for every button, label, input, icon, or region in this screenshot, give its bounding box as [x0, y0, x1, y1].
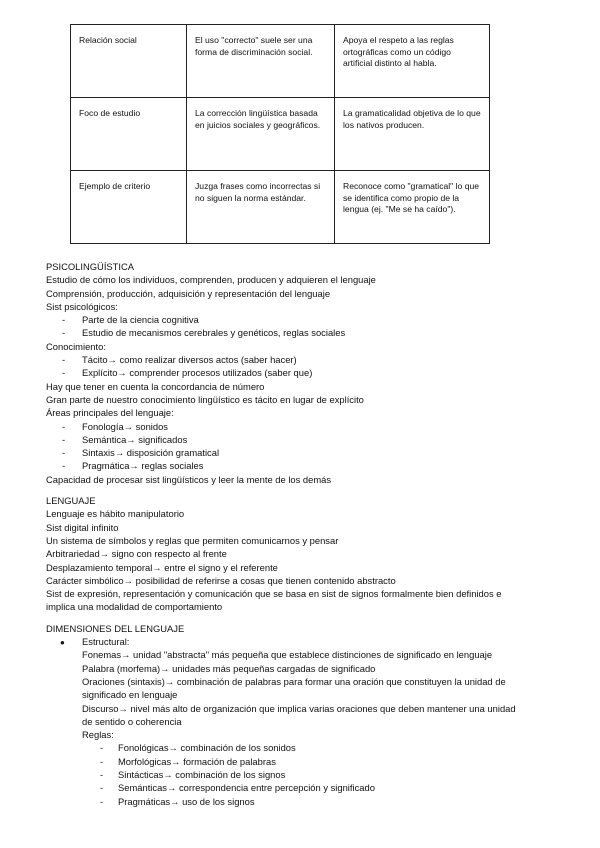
text-line: Discurso→ nivel más alto de organización que implica varias oraciones que deben mantener una unidad: [82, 702, 516, 714]
text-line: Lenguaje es hábito manipulatorio: [46, 508, 185, 520]
section-heading-psicolinguistica: PSICOLINGÜÍSTICA: [46, 261, 135, 272]
text-line: Fonemas→ unidad "abstracta" más pequeña que establece distinciones de significado en lenguaje: [82, 649, 493, 661]
text-line: Arbitrariedad→ signo con respecto al frente: [46, 548, 227, 560]
bullet-icon: ●: [60, 638, 65, 648]
text-line: Oraciones (sintaxis)→ combinación de palabras para formar una oración que constituyen la unidad de: [82, 675, 506, 687]
table-row: [71, 98, 490, 171]
list-item: - Estudio de mecanismos cerebrales y genéticos, reglas sociales: [62, 327, 346, 339]
text-line: Estudio de cómo los individuos, comprenden, producen y adquieren el lenguaje: [46, 274, 376, 286]
list-item: - Pragmáticas→ uso de los signos: [100, 795, 255, 807]
section-heading-lenguaje: LENGUAJE: [46, 495, 96, 507]
table-cell: La corrección lingüística basada en juicios sociales y geográficos.: [187, 98, 335, 171]
text-line: Hay que tener en cuenta la concordancia de número: [46, 380, 265, 392]
text-line: Sist de expresión, representación y comunicación que se basa en sist de signos formalmente bien definidos e: [46, 588, 502, 600]
list-item: - Parte de la ciencia cognitiva: [62, 314, 199, 326]
bullet-item: ● Estructural:: [46, 635, 576, 648]
text-line: Desplazamiento temporal→ entre el signo y el referente: [46, 561, 278, 573]
table-cell: Foco de estudio: [71, 98, 187, 171]
table-cell: La gramaticalidad objetiva de lo que los nativos producen.: [335, 98, 490, 171]
table-cell: Juzga frases como incorrectas si no siguen la norma estándar.: [187, 171, 335, 244]
list-item: - Semántica→ significados: [62, 433, 188, 445]
list-item: - Fonológicas→ combinación de los sonidos: [100, 742, 296, 754]
text-line: Carácter simbólico→ posibilidad de referirse a cosas que tienen contenido abstracto: [46, 574, 396, 586]
section-heading-dimensiones: DIMENSIONES DEL LENGUAJE: [46, 622, 185, 634]
list-item: - Explícito→ comprender procesos utilizados (saber que): [62, 367, 313, 379]
list-label: Reglas:: [82, 729, 114, 741]
list-item: - Tácito→ como realizar diversos actos (saber hacer): [62, 354, 297, 366]
list-item: - Sintaxis→ disposición gramatical: [62, 447, 220, 459]
comparison-table: [70, 24, 490, 244]
table-cell: Ejemplo de criterio: [71, 171, 187, 244]
table-cell: Relación social: [71, 25, 187, 98]
text-line: Comprensión, producción, adquisición y representación del lenguaje: [46, 287, 331, 299]
text-line: Gran parte de nuestro conocimiento lingüístico es tácito en lugar de explícito: [46, 393, 364, 405]
list-item: - Sintácticas→ combinación de los signos: [100, 768, 286, 780]
text-line: implica una modalidad de comportamiento: [46, 601, 223, 613]
notes-body: [46, 260, 576, 808]
list-item: - Morfológicas→ formación de palabras: [100, 755, 276, 767]
list-item: - Semánticas→ correspondencia entre percepción y significado: [100, 782, 375, 794]
table-row: [71, 25, 490, 98]
table-cell: Apoya el respeto a las reglas ortográficas como un código artificial distinto al habla.: [335, 25, 490, 98]
table-row: [71, 171, 490, 244]
table-cell: El uso "correcto" suele ser una forma de discriminación social.: [187, 25, 335, 98]
text-line: Palabra (morfema)→ unidades más pequeñas cargadas de significado: [82, 662, 376, 674]
list-label: Conocimiento:: [46, 340, 106, 352]
text-line: Capacidad de procesar sist lingüísticos y leer la mente de los demás: [46, 473, 332, 485]
text-line: de sentido o coherencia: [82, 715, 182, 727]
list-item: - Pragmática→ reglas sociales: [62, 460, 204, 472]
table-cell: Reconoce como "gramatical" lo que se identifica como propio de la lengua (ej. "Me se ha caído").: [335, 171, 490, 244]
text-line: significado en lenguaje: [82, 689, 178, 701]
list-item: - Fonología→ sonidos: [62, 420, 168, 432]
list-label: Sist psicológicos:: [46, 300, 118, 312]
text-line: Sist digital infinito: [46, 521, 119, 533]
list-label: Áreas principales del lenguaje:: [46, 407, 174, 419]
text-line: Un sistema de símbolos y reglas que permiten comunicarnos y pensar: [46, 534, 339, 546]
